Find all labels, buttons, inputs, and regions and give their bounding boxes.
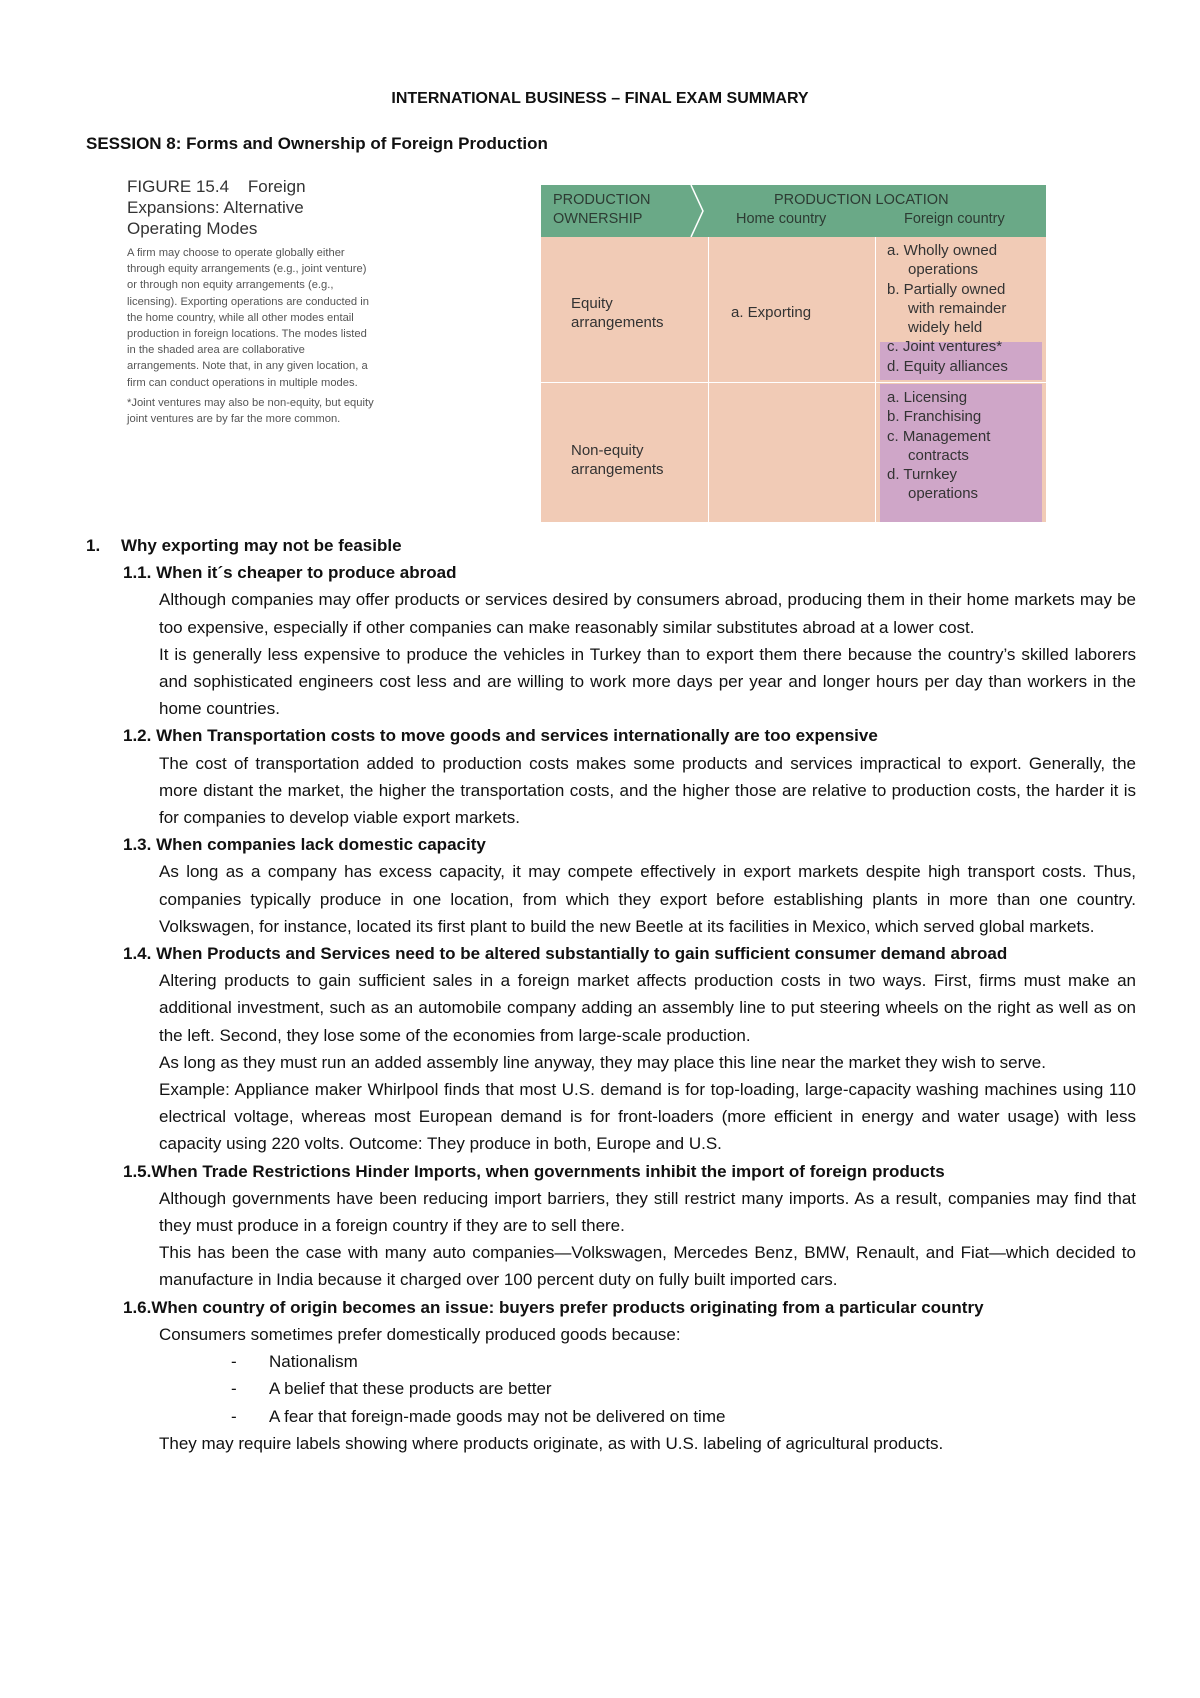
subsection-heading: 1.4. When Products and Services need to be altered substantially to gain sufficient consumer demand abroad (123, 944, 1008, 964)
mode-item: b. Partially owned (887, 280, 1006, 298)
paragraph: Although governments have been reducing import barriers, they still restrict many imports. As a result, companies may find that they must produce in a foreign country if they are to sell there. (159, 1188, 1136, 1236)
paragraph: Altering products to gain sufficient sales in a foreign market affects production costs in two ways. First, firms must make an additional investment, such as an automobile company adding an assembly line to put steering wheels on the right as well as on the left. Second, they lose some of the economies from large-scale production. (159, 971, 1136, 1045)
column-divider (875, 237, 876, 522)
dash-bullet: - (231, 1406, 237, 1426)
paragraph: As long as they must run an added assembly line anyway, they may place this line near the market they wish to serve. (159, 1052, 1046, 1072)
figure-description: A firm may choose to operate globally either through equity arrangements (e.g., joint venture) or through non equity arrangements (e.g., licensing). Exporting operations are conducted in the home country, while all other modes entail production in foreign locations. The modes listed in the shaded area are collaborative arrangements. Note that, in any given location, a firm can conduct operations in multiple modes. (127, 247, 369, 389)
figure-footnote: *Joint ventures may also be non-equity, but equity joint ventures are by far the more common. (127, 396, 374, 426)
outline-content (86, 532, 1136, 1457)
list-item (231, 1375, 1136, 1402)
column-divider (708, 237, 709, 522)
paragraph: They may require labels showing where products originate, as with U.S. labeling of agricultural products. (159, 1433, 944, 1453)
row-label-line: arrangements (571, 461, 664, 479)
session-heading: SESSION 8: Forms and Ownership of Foreign Production (86, 134, 548, 153)
figure-title-line: Expansions: Alternative (127, 198, 304, 217)
list-item (231, 1403, 1136, 1430)
figure-title-line: FIGURE 15.4 Foreign (127, 177, 306, 196)
table-header (541, 185, 1046, 237)
figure-title (127, 176, 377, 239)
equity-foreign-modes (887, 241, 1008, 376)
section-number: 1. (86, 536, 101, 555)
mode-item: d. Turnkey (887, 466, 958, 484)
reasons-list (86, 1348, 1136, 1430)
mode-item-cont: operations (908, 485, 979, 503)
mode-item-cont: widely held (908, 319, 983, 337)
figure-caption (127, 176, 377, 427)
mode-item: c. Joint ventures* (887, 338, 1003, 356)
subsection-heading: 1.1. When it´s cheaper to produce abroad (123, 563, 457, 583)
mode-item: b. Franchising (887, 408, 982, 426)
paragraph: This has been the case with many auto companies—Volkswagen, Mercedes Benz, BMW, Renault, and Fiat—which decided to manufacture in India because it charged over 100 percent duty on fully built imported cars. (159, 1243, 1136, 1290)
mode-item-cont: contracts (908, 446, 969, 464)
mode-item: c. Management (887, 427, 991, 445)
subsection-heading: 1.2. When Transportation costs to move goods and services internationally are too expensive (123, 726, 878, 746)
row-label-line: Equity (571, 295, 613, 312)
subsection-heading: 1.6.When country of origin becomes an issue: buyers prefer products originating from a particular country (123, 1297, 984, 1317)
list-item-text: A fear that foreign-made goods may not be delivered on time (269, 1406, 726, 1426)
equity-arrangements-label (571, 294, 664, 333)
section-heading (86, 532, 1136, 559)
mode-item-cont: operations (908, 261, 979, 279)
mode-item: d. Equity alliances (887, 357, 1008, 375)
ownership-header: PRODUCTION (553, 192, 651, 208)
exporting-mode: a. Exporting (731, 304, 812, 321)
list-item-text: A belief that these products are better (269, 1379, 552, 1399)
header-divider-icon (687, 185, 717, 237)
row-label-line: Non-equity (571, 442, 644, 459)
document-title: INTERNATIONAL BUSINESS – FINAL EXAM SUMMARY (391, 90, 809, 107)
row-divider (541, 382, 1046, 383)
table-body (541, 237, 1046, 522)
list-item-text: Nationalism (269, 1352, 358, 1372)
paragraph: As long as a company has excess capacity, it may compete effectively in export markets despite high transport costs. Thus, companies typically produce in one location, from which they export before establishing plants in more than one country. Volkswagen, for instance, located its first plant to build the new Beetle at its facilities in Mexico, which served global markets. (159, 862, 1136, 936)
location-header: PRODUCTION LOCATION (774, 192, 949, 208)
subsection-heading: 1.3. When companies lack domestic capacity (123, 835, 486, 855)
section-title: Why exporting may not be feasible (121, 536, 402, 555)
paragraph: Consumers sometimes prefer domestically produced goods because: (159, 1324, 681, 1344)
figure-title-line: Operating Modes (127, 219, 258, 238)
foreign-country-header: Foreign country (904, 211, 1005, 227)
nonequity-arrangements-label (571, 441, 664, 480)
nonequity-foreign-modes (887, 388, 990, 504)
row-label-line: arrangements (571, 314, 664, 332)
dash-bullet: - (231, 1352, 237, 1372)
mode-item: a. Licensing (887, 389, 968, 406)
dash-bullet: - (231, 1379, 237, 1399)
mode-item: a. Wholly owned (887, 242, 998, 259)
home-country-header: Home country (736, 211, 827, 227)
paragraph: Although companies may offer products or services desired by consumers abroad, producing them in their home markets may be too expensive, especially if other companies can make reasonably similar substitutes abroad at a lower cost. (159, 590, 1136, 637)
mode-item-cont: with remainder (908, 299, 1007, 317)
subsection-heading: 1.5.When Trade Restrictions Hinder Imports, when governments inhibit the import of foreign products (123, 1161, 945, 1181)
operating-modes-table (541, 185, 1046, 522)
paragraph: It is generally less expensive to produce the vehicles in Turkey than to export them there because the country’s skilled laborers and sophisticated engineers cost less and are willing to work more days per year and longer hours per day than workers in the home countries. (159, 644, 1136, 719)
paragraph: Example: Appliance maker Whirlpool finds that most U.S. demand is for top-loading, large-capacity washing machines using 110 electrical voltage, whereas most European demand is for front-loaders (more efficient in energy and water usage) with less capacity using 220 volts. Outcome: They produce in both, Europe and U.S. (159, 1080, 1136, 1154)
ownership-header: OWNERSHIP (553, 211, 643, 227)
paragraph: The cost of transportation added to production costs makes some products and services impractical to export. Generally, the more distant the market, the higher the transportation costs, and the higher those are relative to production costs, the harder it is for companies to develop viable export markets. (159, 753, 1136, 828)
list-item (231, 1348, 1136, 1375)
